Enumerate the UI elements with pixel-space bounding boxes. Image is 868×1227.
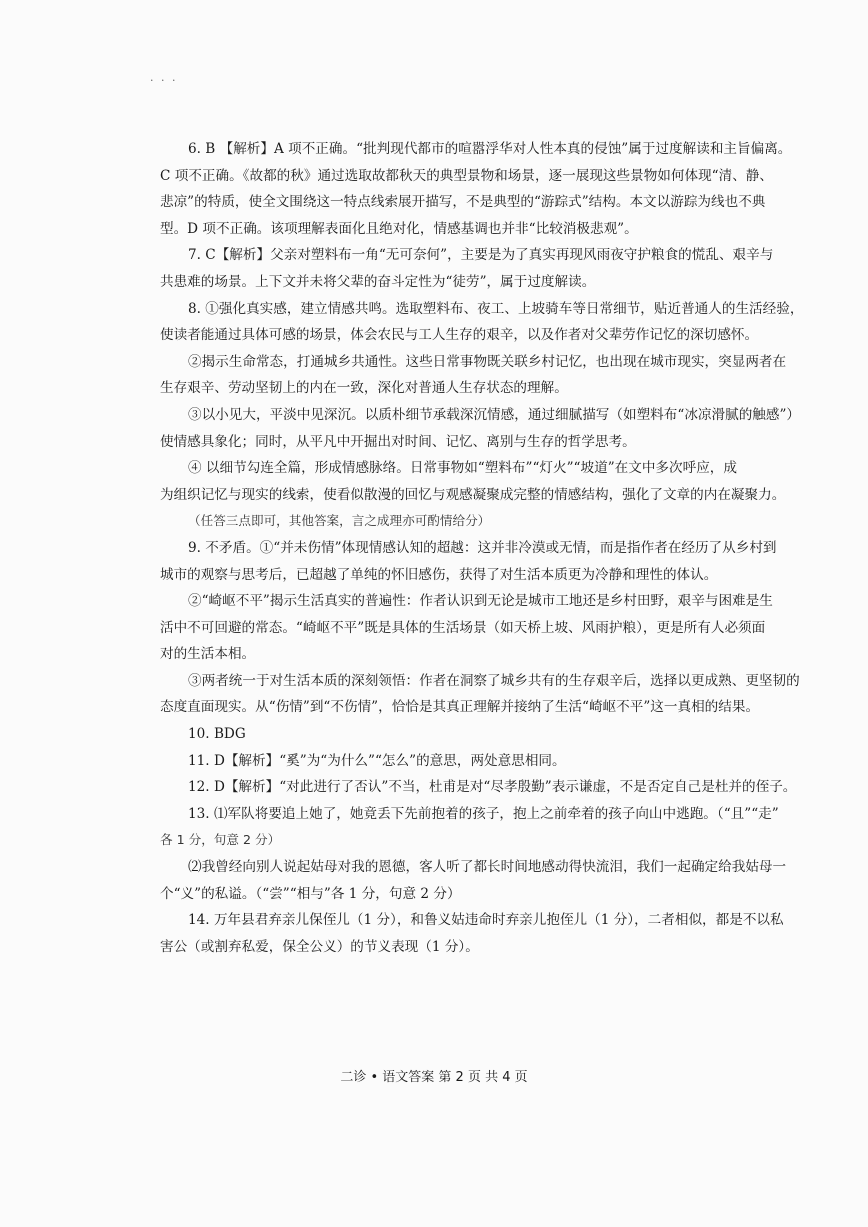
text-line: （任答三点即可，其他答案，言之成理亦可酌情给分） — [188, 513, 491, 529]
text-line: ②“崎岖不平”揭示生活真实的普遍性：作者认识到无论是城市工地还是乡村田野，艰辛与困难是生 — [188, 593, 773, 610]
text-line: 态度直面现实。从“伤情”到“不伤情”，恰恰是其真正理解并接纳了生活“崎岖不平”这一真相的结果。 — [160, 699, 760, 716]
text-line: 13. ⑴军队将要追上她了，她竟丢下先前抱着的孩子，抱上之前牵着的孩子向山中逃跑。（“且”“走” — [188, 805, 779, 822]
text-line: 8. ①强化真实感，建立情感共鸣。选取塑料布、夜工、上坡骑车等日常细节，贴近普通人的生活经验， — [188, 300, 804, 317]
text-line: ②揭示生命常态，打通城乡共通性。这些日常事物既关联乡村记忆，也出现在城市现实，突显两者在 — [188, 353, 787, 370]
text-line: 共患难的场景。上下文并未将父辈的奋斗定性为“徒劳”，属于过度解读。 — [160, 273, 596, 290]
text-line: 10. BDG — [188, 726, 246, 743]
text-line: 9. 不矛盾。①“并未伤情”体现情感认知的超越：这并非冷漠或无情，而是指作者在经历了从乡村到 — [188, 539, 777, 556]
text-line: 型。D 项不正确。该项理解表面化且绝对化，情感基调也并非“比较消极悲观”。 — [160, 220, 638, 237]
text-line: 11. D【解析】“奚”为“为什么”“怎么”的意思，两处意思相同。 — [188, 752, 566, 769]
text-line: 14. 万年县君弃亲儿保侄儿（1 分），和鲁义姑违命时弃亲儿抱侄儿（1 分），二者相似，都是不以私 — [188, 912, 784, 929]
text-line: 生存艰辛、劳动坚韧上的内在一致，深化对普通人生存状态的理解。 — [160, 380, 568, 397]
text-line: 7. C【解析】父亲对塑料布一角“无可奈何”，主要是为了真实再现风雨夜守护粮食的慌乱、艰辛与 — [188, 247, 774, 264]
text-line: 活中不可回避的常态。“崎岖不平”既是具体的生活场景（如天桥上坡、风雨护粮），更是所有人必须面 — [160, 619, 766, 636]
answer-content — [160, 136, 804, 960]
text-line: 对的生活本相。 — [160, 646, 256, 663]
text-line: 为组织记忆与现实的线索，使看似散漫的回忆与观感凝聚成完整的情感结构，强化了文章的内在凝聚力。 — [160, 486, 786, 503]
text-line: 个“义”的私谥。（“尝”“相与”各 1 分，句意 2 分） — [160, 885, 461, 902]
text-line: ⑵我曾经向别人说起姑母对我的恩德，客人听了都长时间地感动得快流泪，我们一起确定给我姑母一 — [188, 859, 787, 876]
text-line: 12. D【解析】“对此进行了否认”不当，杜甫是对“尽孝殷勤”表示谦虚，不是否定自己是杜并的侄子。 — [188, 779, 797, 796]
text-line: 城市的观察与思考后，已超越了单纯的怀旧感伤，获得了对生活本质更为冷静和理性的体认。 — [160, 566, 718, 583]
text-line: ④ 以细节勾连全篇，形成情感脉络。日常事物如“塑料布”“灯火”“坡道”在文中多次呼应，成 — [188, 460, 737, 477]
text-line: ③以小见大，平淡中见深沉。以质朴细节承载深沉情感，通过细腻描写（如塑料布“冰凉滑腻的触感”） — [188, 406, 801, 423]
text-line: 6. B 【解析】A 项不正确。“批判现代都市的喧嚣浮华对人性本真的侵蚀”属于过度解读和主旨偏离。 — [188, 141, 792, 157]
text-line: C 项不正确。《故都的秋》通过选取故都秋天的典型景物和场景，逐一展现这些景物如何体现“清、静、 — [160, 167, 773, 184]
header-mark: · · · — [150, 74, 178, 87]
text-line: 使情感具象化；同时，从平凡中开掘出对时间、记忆、离别与生存的哲学思考。 — [160, 433, 636, 450]
text-line: 害公（或割弃私爱，保全公义）的节义表现（1 分）。 — [160, 938, 479, 955]
page-footer: 二诊 • 语文答案 第 2 页 共 4 页 — [340, 1070, 528, 1085]
text-line: 悲凉”的特质，使全文围绕这一特点线索展开描写，不是典型的“游踪式”结构。本文以游踪为线也不典 — [160, 194, 766, 211]
text-line: 各 1 分，句意 2 分） — [160, 832, 281, 848]
text-line: ③两者统一于对生活本质的深刻领悟：作者在洞察了城乡共有的生存艰辛后，选择以更成熟、更坚韧的 — [188, 672, 800, 689]
text-line: 使读者能通过具体可感的场景，体会农民与工人生存的艰辛，以及作者对父辈劳作记忆的深切感怀。 — [160, 327, 759, 344]
